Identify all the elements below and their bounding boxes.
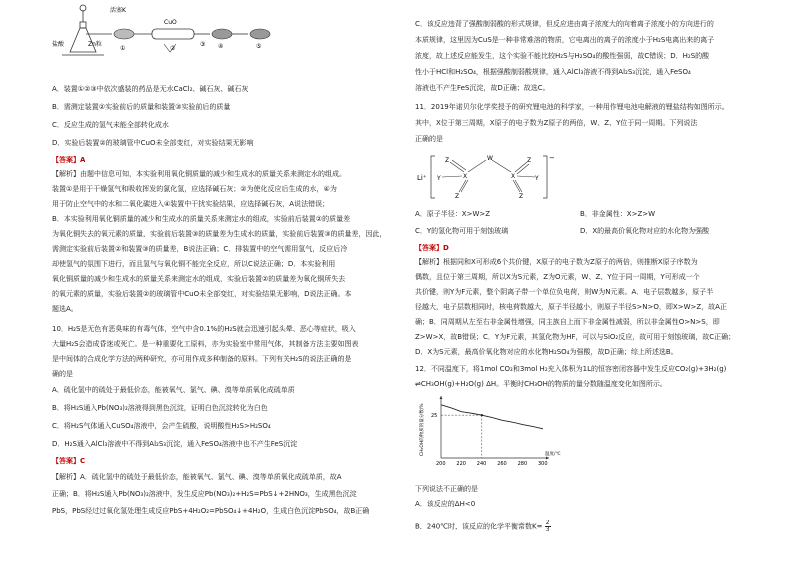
q11-explanation-line: 【解析】根据同和X可形成6个共价键，X原子的电子数为Z原子的两倍，则推断X原子序数为 (415, 258, 698, 266)
q11-explanation-line: D．X为S元素，最高价氧化物对应的水化物H₂SO₄为强酸，故D正确；综上所述选B。 (415, 348, 678, 356)
atom-z: Z (519, 193, 524, 200)
q11-explanation-line: 确；B．同周期从左至右非金属性增强，同主族自上而下非金属性减弱，所以非金属性O>N>S，即 (415, 318, 720, 326)
atom-z: Z (527, 157, 532, 164)
q11-option-b: B．非金属性：X>Z>W (580, 210, 656, 218)
x-tick-label: 300 (538, 461, 548, 467)
answer: 【答案】A (52, 156, 86, 164)
y-axis-arrow (440, 396, 443, 399)
q10-explanation-line: PbS，PbS经过过氧化氢处理生成反应PbS+4H₂O₂=PbSO₄↓+4H₂O，生成白色沉淀PbSO₄，故B正确 (52, 507, 370, 515)
atom-x: X (463, 173, 468, 180)
apparatus-diagram (52, 0, 282, 60)
atom-x: X (511, 173, 516, 180)
q11-stem: 11．2019年诺贝尔化学奖授予的研究锂电池的科学家，一种用作锂电池电解液的锂盐结构如图所示。 (415, 103, 729, 111)
q10-stem: 大量H₂S会造成昏迷或死亡。是一种重要化工原料，亦为实验室中常用气体，其制备方法主要如图表 (52, 340, 359, 348)
q12-option-a: A．该反应的ΔH<0 (415, 500, 476, 508)
explanation-line: 装置①是用于干燥氢气和吸收挥发的氯化氢，应选择碱石灰；②为使化反应后生成的水，④为 (52, 185, 337, 193)
x-tick-label: 240 (476, 461, 487, 467)
y-axis-label: CH₃OH的物质的量分数/% (420, 403, 425, 456)
explanation-line: 为氧化铜失去的氧元素的质量，实验前后装置③的质量差为生成水的质量，实验前后装置③的质量差，因此， (52, 230, 387, 238)
atom-z: Z (455, 193, 460, 200)
atom-y: Y (535, 175, 539, 182)
c-continuation: 性小于HCl和H₂SO₄，根据强酸制弱酸规律，通入AlCl₃溶液不得到Al₂S₃沉淀，通入FeSO₄ (415, 68, 691, 76)
option-c: C．反应生成的氢气未能全部转化成水 (52, 121, 169, 129)
c-continuation: C．该反应违背了强酸制弱酸的形式规律，但反应进由离子浓度大的向着离子浓度小的方向进行的 (415, 20, 714, 28)
q11-option-c: C．Y的氢化物可用于刻蚀玻璃 (415, 227, 509, 235)
label-n5: ⑤ (256, 43, 262, 50)
atom-z: Z (445, 157, 450, 164)
q11-explanation-line: 共价键，则Y为F元素，整个阴离子带一个单位负电荷，则W为N元素。A．电子层数越多，原子半 (415, 288, 714, 296)
explanation-line: 的氧元素的质量，实验后装置②的玻璃管中CuO未全部变红，对实验结果无影响，D说法正确。本 (52, 290, 352, 298)
c-continuation: 浓度，故上述反应能发生，这个实验不能比较H₂S与H₂SO₄的酸性强弱，故C错误；D．H₂S的酸 (415, 52, 710, 60)
q11-stem: 其中，X位于第三周期，X原子的电子数为Z原子的两倍，W、Z、Y位于同一周期。下列说法 (415, 119, 698, 127)
explanation-line: 用于防止空气中的水和二氧化碳进入④装置中干扰实验结果，应选择碱石灰，A说法错误； (52, 200, 330, 208)
c-continuation: 本质规律，这里因为CuS是一种非常难溶的物质，它电离出的离子的浓度小于H₂S电离出来的离子 (415, 36, 715, 44)
q11-stem: 正确的是 (415, 135, 443, 143)
q10-explanation-line: 正确；B．将H₂S通入Pb(NO₃)₂溶液中，发生反应Pb(NO₃)₂+H₂S=PbS↓+2HNO₃，生成黑色沉淀 (52, 490, 357, 498)
explanation-line: 氧化铜质量的减少和生成水的质量关系来测定水的组成，实验后装置②的质量差为氧化铜所失去 (52, 275, 346, 283)
explanation-line: 【解析】由题中信息可知，本实验利用氧化铜质量的减少和生成水的质量关系来测定水的组成。 (52, 170, 346, 178)
explanation-line: 却使氢气的氛围下进行，而且氢气与氧化铜不能完全反应，所以C说法正确；D．本实验利用 (52, 260, 336, 268)
label-n2: ② (170, 45, 176, 52)
x-tick-label: 260 (497, 461, 507, 467)
atom-w: W (487, 155, 493, 162)
x-tick-label: 280 (517, 461, 528, 467)
q12-stem: ⇌CH₃OH(g)+H₂O(g) ΔH。平衡时CH₃OH的物质的量分数随温度变化如图所示。 (415, 380, 667, 388)
anion-structure-diagram (415, 148, 565, 204)
fraction-denominator: 3 (545, 526, 550, 533)
q11-option-a: A．原子半径：X>W>Z (415, 210, 491, 218)
q11-explanation-line: 偶数，且位于第三周期，所以X为S元素，Z为O元素，W、Z、Y位于同一周期，Y可形成一个 (415, 273, 700, 281)
fraction-numerator: 2 (545, 520, 550, 526)
q10-option-a: A．硫化氢中的硫处于最低价态，能被氧气、氯气、碘、溴等单质氧化成硫单质 (52, 386, 295, 394)
explanation-line: B．本实验利用氧化铜质量的减少和生成水的质量关系来测定水的组成，实验前后装置②的质量差 (52, 215, 351, 223)
q10-option-d: D．H₂S通入AlCl₃溶液中不得到Al₂S₃沉淀，通入FeSO₄溶液中也不产生FeS沉淀 (52, 440, 298, 448)
option-b: B．需测定装置②实验前后的质量和装置③实验前后的质量 (52, 103, 231, 111)
q11-explanation-line: Z>W>X，故B错误；C．Y为F元素，其氢化物为HF，可以与SiO₂反应，故可用于刻蚀玻璃，故C正确； (415, 333, 736, 341)
x-tick-label: 220 (456, 461, 466, 467)
label-piston: 活塞K (110, 7, 126, 14)
q11-explanation-line: 径越大，电子层数相同时，核电荷数越大，原子半径越小，则原子半径S>N>O，即X>W>Z，故A正 (415, 303, 727, 311)
label-n4: ④ (218, 43, 224, 50)
q11-answer: 【答案】D (415, 244, 449, 252)
label-n1: ① (120, 45, 126, 52)
label-n3: ③ (200, 41, 206, 48)
q12-option-b-text: B．240℃时，该反应的化学平衡常数K= (415, 522, 543, 531)
q10-option-b: B．将H₂S通入Pb(NO₃)₂溶液得到黑色沉淀，证明白色沉淀转化为白色 (52, 404, 268, 412)
data-series-line (441, 405, 543, 429)
drying-tube-icon (114, 29, 134, 39)
label-zn: Zn粒 (88, 41, 102, 48)
right-column (415, 0, 771, 562)
li-ion: Li⁺ (417, 174, 427, 182)
c-continuation: 溶液也不产生FeS沉淀，故D正确；故选C。 (415, 84, 550, 92)
marked-point (481, 414, 483, 416)
label-acid: 盐酸 (52, 41, 65, 48)
fraction (545, 520, 551, 533)
label-cuo: CuO (164, 19, 177, 26)
q12-question: 下列说法不正确的是 (415, 485, 478, 493)
q11-option-d: D．X的最高价氧化物对应的水化物为强酸 (580, 227, 710, 235)
x-axis-label: 温度/℃ (545, 452, 561, 457)
q12-stem: 12．不同温度下，将1mol CO₂和3mol H₂充入体积为1L的恒容密闭容器中发生反应CO₂(g)+3H₂(g) (415, 365, 727, 373)
q10-stem: 是中间体的合成化学方法的两种研究，亦可用作成多种制备的原料。下列有关H₂S的说法正确的是 (52, 355, 352, 363)
q12-option-b (415, 520, 551, 533)
explanation-line: 题选A。 (52, 305, 78, 313)
q10-option-c: C．将H₂S气体通入CuSO₄溶液中，会产生硫酸，说明酸性H₂S>H₂SO₄ (52, 422, 271, 430)
q10-answer: 【答案】C (52, 457, 86, 465)
explanation-line: 需测定实验前后装置②和装置③的质量差，B说法正确；C．排装置中的空气需用氢气，反应后冷 (52, 245, 348, 253)
x-tick-label: 200 (436, 461, 446, 467)
q10-explanation-line: 【解析】A．硫化氢中的硫处于最低价态，能被氧气、氯气、碘、溴等单质氧化成硫单质，故A (52, 473, 342, 481)
option-d: D．实验后装置②的玻璃管中CuO未全部变红，对实验结果无影响 (52, 139, 254, 147)
option-a: A．装置①②③中依次盛装的药品是无水CaCl₂、碱石灰、碱石灰 (52, 85, 249, 93)
y-tick-label: 25 (431, 413, 438, 420)
anion-charge: − (549, 154, 555, 162)
q10-stem: 确的是 (52, 370, 73, 378)
methanol-fraction-chart (415, 392, 575, 472)
left-column (52, 0, 408, 562)
atom-y: Y (437, 175, 441, 182)
q10-stem: 10．H₂S是无色有恶臭味的有毒气体，空气中含0.1%的H₂S就会迅速引起头晕、恶心等症状，吸入 (52, 325, 356, 333)
